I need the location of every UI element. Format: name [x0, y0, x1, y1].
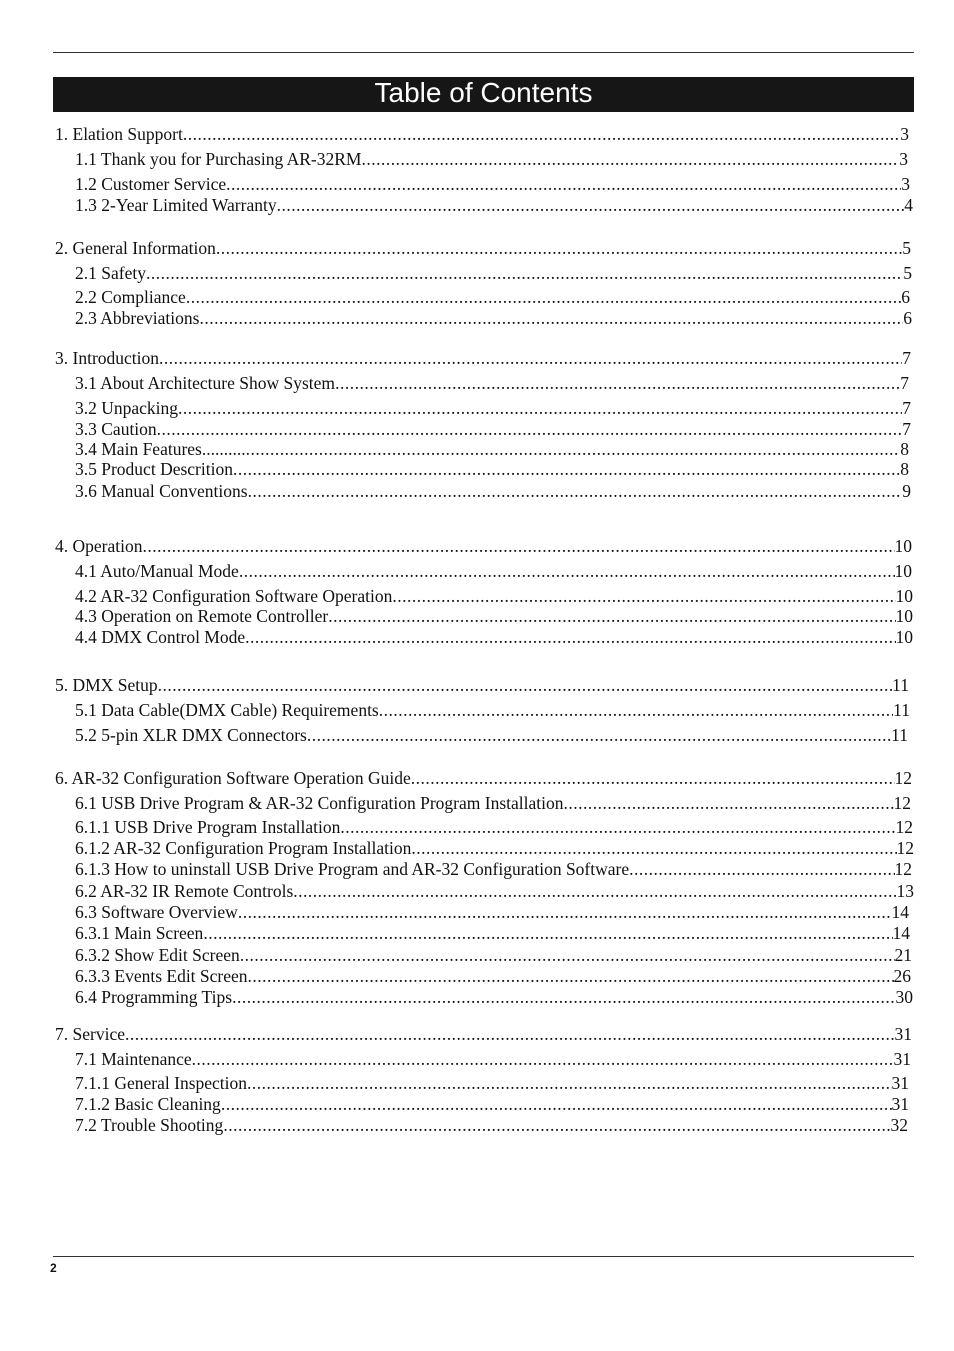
toc-entry[interactable] — [75, 439, 909, 459]
toc-page-number: 14 — [892, 923, 910, 943]
toc-leader — [392, 586, 895, 606]
toc-entry[interactable] — [75, 966, 911, 986]
toc-leader — [186, 287, 901, 307]
toc-entry[interactable] — [75, 174, 910, 194]
toc-leader — [199, 308, 903, 328]
toc-page-number: 7 — [902, 398, 911, 418]
toc-page-number: 12 — [895, 817, 913, 837]
toc-leader — [340, 817, 895, 837]
toc-label: 5.1 Data Cable(DMX Cable) Requirements — [75, 700, 379, 720]
toc-leader — [248, 481, 903, 501]
toc-leader — [361, 149, 899, 169]
toc-leader — [239, 561, 895, 581]
toc-page-number: 14 — [891, 902, 909, 922]
toc-leader — [192, 1049, 894, 1069]
toc-label: 7.1.1 General Inspection — [75, 1073, 248, 1093]
toc-label: 6.3.2 Show Edit Screen — [75, 945, 240, 965]
toc-label: 3.4 Main Features.......... — [75, 439, 246, 459]
toc-leader — [411, 838, 896, 858]
toc-page-number: 12 — [896, 838, 914, 858]
toc-entry[interactable] — [75, 1073, 909, 1093]
toc-leader — [158, 675, 893, 695]
toc-page-number: 8 — [900, 459, 909, 479]
toc-label: 4. Operation — [55, 536, 143, 556]
toc-entry[interactable] — [55, 348, 911, 368]
toc-page-number: 31 — [891, 1094, 909, 1114]
toc-entry[interactable] — [75, 1049, 911, 1069]
toc-label: 3.5 Product Descrition — [75, 459, 233, 479]
toc-label: 6.3 Software Overview — [75, 902, 238, 922]
toc-entry[interactable] — [75, 459, 909, 479]
toc-entry[interactable] — [75, 793, 911, 813]
toc-label: 2.1 Safety — [75, 263, 146, 283]
toc-entry[interactable] — [75, 373, 909, 393]
toc-entry[interactable] — [75, 398, 911, 418]
toc-leader — [233, 459, 900, 479]
toc-entry[interactable] — [55, 238, 911, 258]
toc-page-number: 31 — [893, 1049, 911, 1069]
toc-page-number: 12 — [893, 793, 911, 813]
toc-page-number: 3 — [900, 124, 909, 144]
toc-leader — [307, 725, 891, 745]
toc-label: 5.2 5-pin XLR DMX Connectors — [75, 725, 307, 745]
toc-leader — [178, 398, 902, 418]
toc-page-number: 10 — [895, 627, 913, 647]
toc-page-number: 26 — [893, 966, 911, 986]
toc-label: 1.1 Thank you for Purchasing AR-32RM — [75, 149, 362, 169]
toc-label: 3. Introduction — [55, 348, 160, 368]
toc-entry[interactable] — [75, 419, 911, 439]
toc-entry[interactable] — [75, 923, 910, 943]
toc-page-number: 6 — [903, 308, 912, 328]
toc-entry[interactable] — [75, 287, 910, 307]
toc-page-number: 32 — [890, 1115, 908, 1135]
toc-page-number: 31 — [894, 1024, 912, 1044]
toc-leader — [240, 945, 895, 965]
toc-page-number: 30 — [895, 987, 913, 1007]
toc-page-number: 6 — [901, 287, 910, 307]
toc-leader — [246, 439, 901, 459]
footer-rule — [53, 1256, 914, 1257]
toc-entry[interactable] — [75, 902, 909, 922]
toc-leader — [157, 419, 903, 439]
toc-page-number: 7 — [900, 373, 909, 393]
toc-leader — [183, 124, 900, 144]
toc-leader — [411, 768, 895, 788]
toc-entry[interactable] — [75, 263, 912, 283]
toc-leader — [226, 174, 901, 194]
toc-leader — [248, 966, 894, 986]
toc-label: 3.6 Manual Conventions — [75, 481, 248, 501]
toc-label: 3.2 Unpacking — [75, 398, 179, 418]
toc-entry[interactable] — [75, 838, 914, 858]
toc-entry[interactable] — [75, 817, 913, 837]
toc-page-number: 11 — [893, 700, 910, 720]
toc-label: 4.2 AR-32 Configuration Software Operation — [75, 586, 393, 606]
toc-leader — [146, 263, 903, 283]
toc-page-number: 13 — [896, 881, 914, 901]
toc-leader — [277, 195, 905, 215]
toc-leader — [223, 1115, 890, 1135]
toc-page-number: 3 — [901, 174, 910, 194]
toc-label: 7. Service — [55, 1024, 125, 1044]
toc-label: 6.2 AR-32 IR Remote Controls — [75, 881, 294, 901]
toc-label: 7.1.2 Basic Cleaning — [75, 1094, 221, 1114]
toc-page-number: 3 — [899, 149, 908, 169]
toc-leader — [238, 902, 892, 922]
toc-page-number: 31 — [891, 1073, 909, 1093]
toc-entry[interactable] — [55, 1024, 912, 1044]
toc-page-number: 5 — [902, 238, 911, 258]
toc-page-number: 10 — [895, 606, 913, 626]
toc-page-number: 7 — [902, 348, 911, 368]
toc-page-number: 21 — [894, 945, 912, 965]
toc-label: 5. DMX Setup — [55, 675, 158, 695]
toc-leader — [245, 627, 895, 647]
toc-entry[interactable] — [75, 627, 913, 647]
toc-leader — [328, 606, 895, 626]
toc-leader — [221, 1094, 892, 1114]
toc-label: 4.1 Auto/Manual Mode — [75, 561, 239, 581]
toc-page-number: 4 — [904, 195, 913, 215]
toc-entry[interactable] — [75, 945, 912, 965]
toc-leader — [335, 373, 900, 393]
toc-label: 4.4 DMX Control Mode — [75, 627, 246, 647]
toc-leader — [203, 923, 892, 943]
toc-label: 1.3 2-Year Limited Warranty — [75, 195, 277, 215]
toc-leader — [159, 348, 902, 368]
toc-page-number: 11 — [892, 675, 909, 695]
toc-label: 3.3 Caution — [75, 419, 157, 439]
toc-leader — [232, 987, 895, 1007]
toc-entry[interactable] — [75, 586, 913, 606]
toc-label: 7.1 Maintenance — [75, 1049, 192, 1069]
toc-entry[interactable] — [75, 987, 913, 1007]
toc-leader — [629, 859, 894, 879]
toc-leader — [564, 793, 894, 813]
toc-leader — [293, 881, 896, 901]
toc-entry[interactable] — [75, 881, 914, 901]
toc-label: 1. Elation Support — [55, 124, 183, 144]
toc-label: 6.3.1 Main Screen — [75, 923, 204, 943]
toc-page-number: 10 — [895, 586, 913, 606]
toc-label: 6.1.3 How to uninstall USB Drive Program and AR-32 Configuration Software — [75, 859, 630, 879]
toc-leader — [247, 1073, 891, 1093]
toc-label: 2. General Information — [55, 238, 216, 258]
page-number: 2 — [50, 1261, 57, 1275]
toc-entry[interactable] — [75, 725, 908, 745]
toc-leader — [142, 536, 894, 556]
page-title: Table of Contents — [53, 77, 914, 112]
toc-entry[interactable] — [75, 195, 913, 215]
toc-label: 4.3 Operation on Remote Controller — [75, 606, 329, 626]
toc-label: 6.1.1 USB Drive Program Installation — [75, 817, 341, 837]
toc-entry[interactable] — [75, 1115, 908, 1135]
toc-page-number: 11 — [891, 725, 908, 745]
toc-label: 7.2 Trouble Shooting — [75, 1115, 224, 1135]
toc-label: 6.3.3 Events Edit Screen — [75, 966, 248, 986]
toc-label: 6. AR-32 Configuration Software Operation Guide — [55, 768, 411, 788]
toc-entry[interactable] — [55, 124, 909, 144]
toc-entry[interactable] — [75, 308, 912, 328]
toc-page-number: 10 — [894, 561, 912, 581]
toc-leader — [125, 1024, 895, 1044]
toc-page-number: 7 — [902, 419, 911, 439]
toc-entry[interactable] — [75, 1094, 909, 1114]
toc-entry[interactable] — [75, 561, 912, 581]
top-rule — [53, 52, 914, 53]
toc-entry[interactable] — [55, 675, 909, 695]
toc-label: 2.3 Abbreviations — [75, 308, 200, 328]
toc-leader — [216, 238, 902, 258]
toc-entry[interactable] — [75, 700, 910, 720]
toc-page-number: 8 — [900, 439, 909, 459]
toc-leader — [379, 700, 893, 720]
toc-page-number: 5 — [903, 263, 912, 283]
toc-label: 6.4 Programming Tips — [75, 987, 233, 1007]
toc-page-number: 10 — [894, 536, 912, 556]
toc-page-number: 12 — [894, 859, 912, 879]
toc-label: 6.1.2 AR-32 Configuration Program Installation — [75, 838, 412, 858]
toc-label: 1.2 Customer Service — [75, 174, 227, 194]
toc-entry[interactable] — [55, 768, 912, 788]
toc-entry[interactable] — [75, 481, 911, 501]
toc-entry[interactable] — [55, 536, 912, 556]
toc-label: 3.1 About Architecture Show System — [75, 373, 336, 393]
toc-page-number: 12 — [894, 768, 912, 788]
toc-entry[interactable] — [75, 859, 912, 879]
toc-label: 6.1 USB Drive Program & AR-32 Configuration Program Installation — [75, 793, 564, 813]
toc-page-number: 9 — [902, 481, 911, 501]
toc-entry[interactable] — [75, 149, 908, 169]
toc-entry[interactable] — [75, 606, 913, 626]
toc-label: 2.2 Compliance — [75, 287, 186, 307]
